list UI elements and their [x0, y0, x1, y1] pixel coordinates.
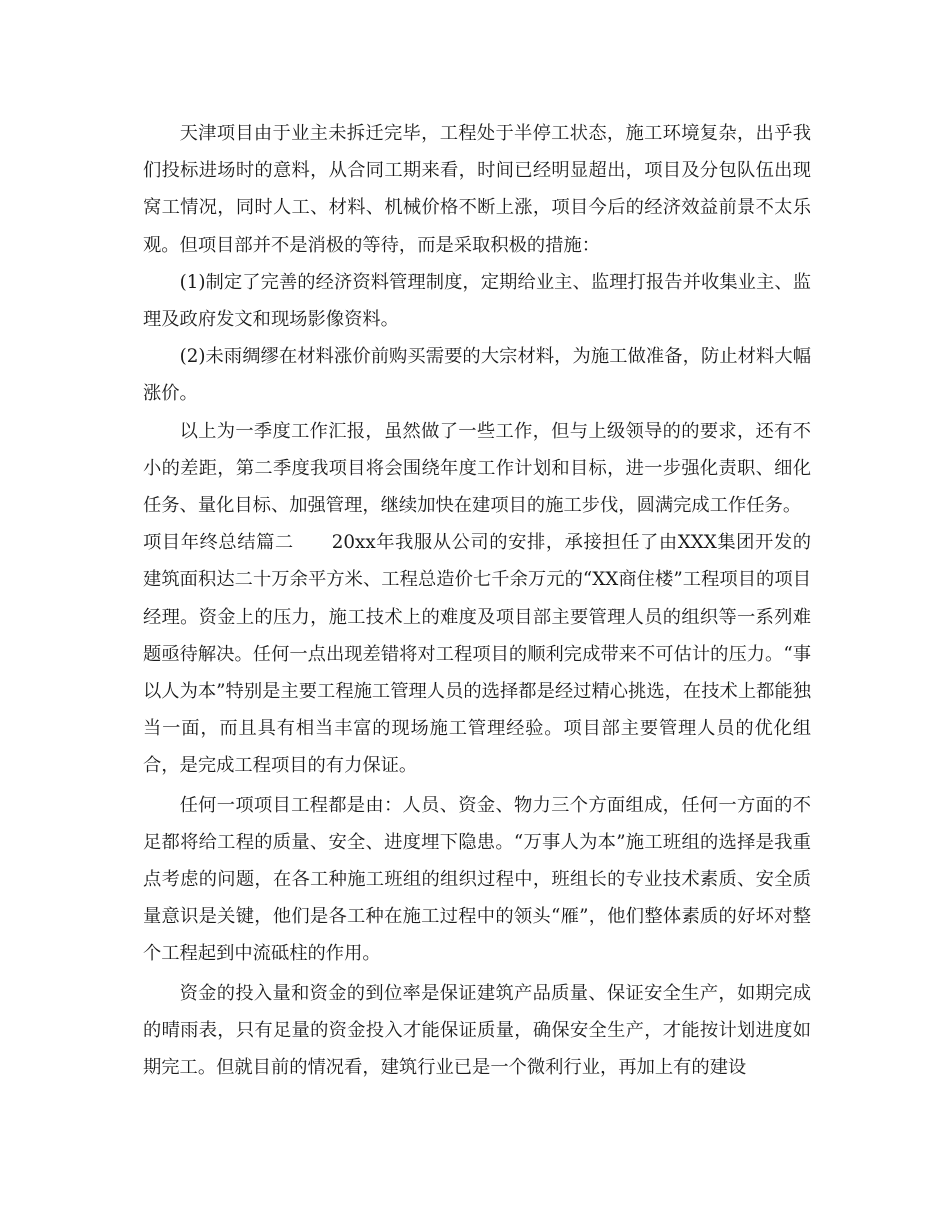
- section-heading: 项目年终总结篇二: [143, 532, 294, 554]
- paragraph-quarter-summary: 以上为一季度工作汇报，虽然做了一些工作，但与上级领导的的要求，还有不小的差距，第二季度我项目将会围绕年度工作计划和目标，进一步强化责职、细化任务、量化目标、加强管理，继续加快在建项目的施工步伐，圆满完成工作任务。: [143, 420, 811, 517]
- section-two-intro: [143, 524, 811, 784]
- document-body: [143, 115, 811, 1086]
- paragraph-personnel: 任何一项项目工程都是由：人员、资金、物力三个方面组成，任何一方面的不足都将给工程的质量、安全、进度埋下隐患。“万事人为本”施工班组的选择是我重点考虑的问题，在各工种施工班组的组织过程中，班组长的专业技术素质、安全质量意识是关键，他们是各工种在施工过程中的领头“雁”，他们整体素质的好坏对整个工程起到中流砥柱的作用。: [143, 794, 811, 965]
- paragraph-measure-1: (1)制定了完善的经济资料管理制度，定期给业主、监理打报告并收集业主、监理及政府发文和现场影像资料。: [143, 271, 811, 331]
- paragraph-measure-2: (2)未雨绸缪在材料涨价前购买需要的大宗材料，为施工做准备，防止材料大幅涨价。: [143, 346, 811, 405]
- paragraph-funding: 资金的投入量和资金的到位率是保证建筑产品质量、保证安全生产，如期完成的晴雨表，只有足量的资金投入才能保证质量，确保安全生产，才能按计划进度如期完工。但就目前的情况看，建筑行业已是一个微利行业，再加上有的建设: [143, 982, 811, 1079]
- paragraph-tianjin-project: 天津项目由于业主未拆迁完毕，工程处于半停工状态，施工环境复杂，出乎我们投标进场时的意料，从合同工期来看，时间已经明显超出，项目及分包队伍出现窝工情况，同时人工、材料、机械价格不断上涨，项目今后的经济效益前景不太乐观。但项目部并不是消极的等待，而是采取积极的措施：: [143, 123, 811, 256]
- section-first-paragraph: 20xx年我服从公司的安排，承接担任了由XXX集团开发的建筑面积达二十万余平方米、工程总造价七千余万元的“XX商住楼”工程项目的项目经理。资金上的压力，施工技术上的难度及项目部主要管理人员的组织等一系列难题亟待解决。任何一点出现差错将对工程项目的顺利完成带来不可估计的压力。“事以人为本”特别是主要工程施工管理人员的选择都是经过精心挑选，在技术上都能独当一面，而且具有相当丰富的现场施工管理经验。项目部主要管理人员的优化组合，是完成工程项目的有力保证。: [143, 532, 811, 777]
